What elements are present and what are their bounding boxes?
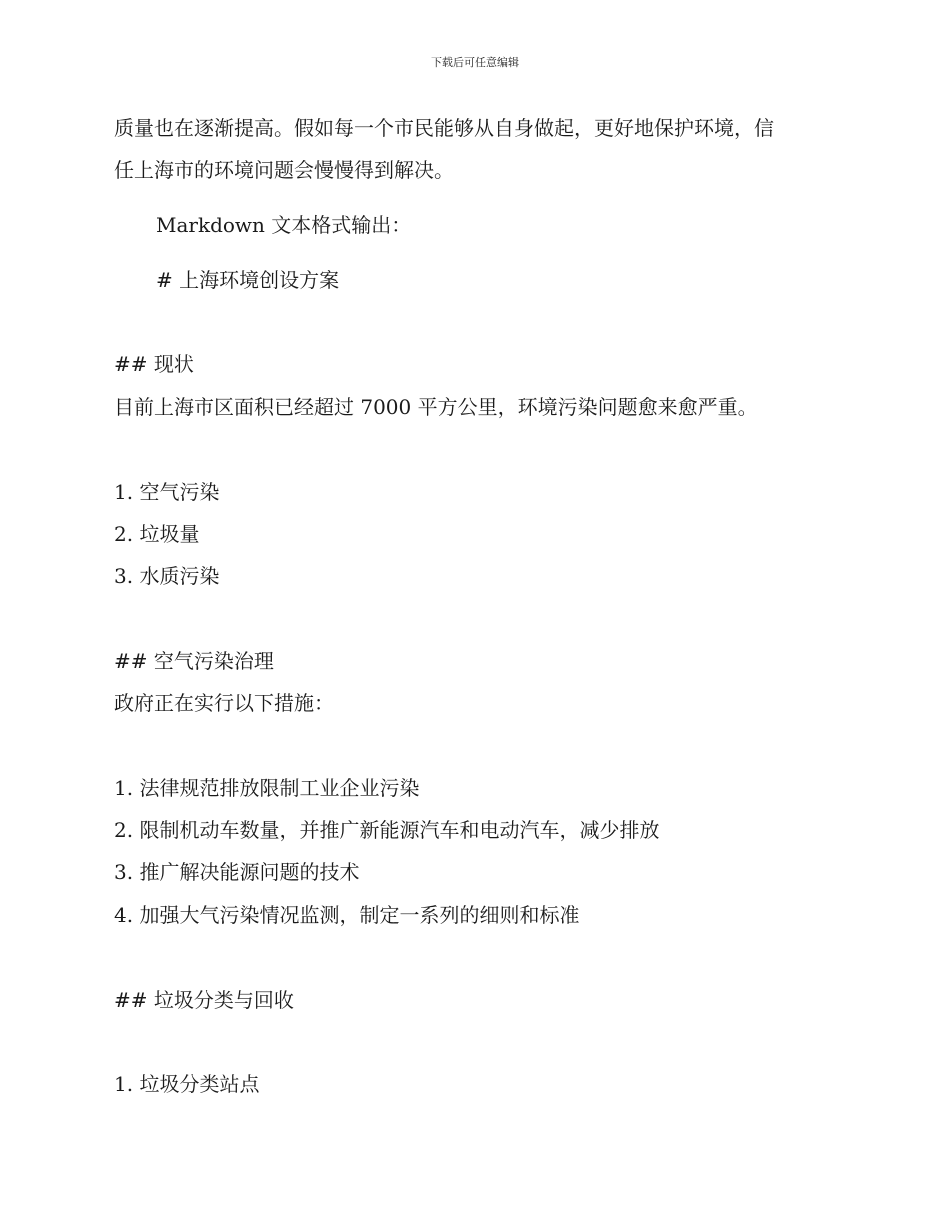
- page-header: 下载后可任意编辑: [431, 56, 519, 69]
- status-paragraph: 目前上海市区面积已经超过 7000 平方公里，环境污染问题愈来愈严重。: [114, 395, 758, 419]
- air-measure-item: 4. 加强大气污染情况监测，制定一系列的细则和标准: [114, 903, 580, 927]
- markdown-h2-waste: ## 垃圾分类与回收: [114, 988, 294, 1012]
- intro-line: Markdown 文本格式输出：: [156, 213, 412, 237]
- air-paragraph: 政府正在实行以下措施：: [114, 691, 334, 715]
- air-measure-item: 2. 限制机动车数量，并推广新能源汽车和电动汽车，减少排放: [114, 818, 660, 842]
- markdown-h2-air: ## 空气污染治理: [114, 649, 274, 673]
- air-measure-item: 1. 法律规范排放限制工业企业污染: [114, 776, 420, 800]
- status-list-item: 2. 垃圾量: [114, 522, 200, 546]
- status-list-item: 1. 空气污染: [114, 480, 220, 504]
- status-list-item: 3. 水质污染: [114, 564, 220, 588]
- markdown-h1-line: # 上海环境创设方案: [156, 268, 340, 292]
- markdown-h2-status: ## 现状: [114, 352, 194, 376]
- air-measure-item: 3. 推广解决能源问题的技术: [114, 860, 360, 884]
- body-paragraph-line: 质量也在逐渐提高。假如每一个市民能够从自身做起，更好地保护环境，信: [114, 116, 774, 140]
- waste-list-item: 1. 垃圾分类站点: [114, 1072, 260, 1096]
- body-paragraph-line: 任上海市的环境问题会慢慢得到解决。: [114, 158, 454, 182]
